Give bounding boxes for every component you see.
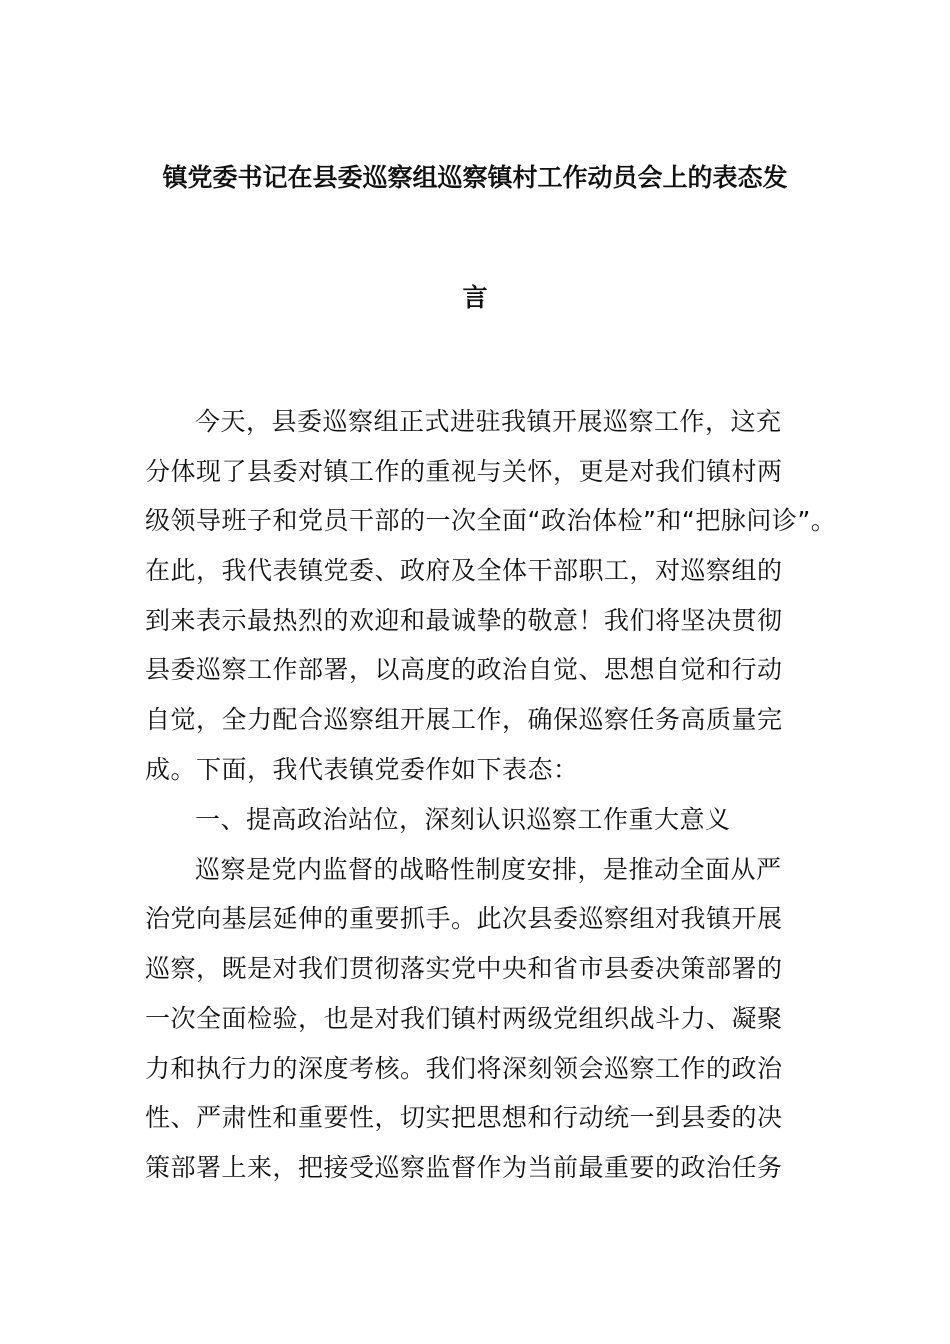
body-line: 一次全面检验，也是对我们镇村两级党组织战斗力、凝聚 xyxy=(145,1004,783,1033)
body-line: 县委巡察工作部署，以高度的政治自觉、思想自觉和行动 xyxy=(145,655,783,684)
document-title-line-2: 言 xyxy=(462,283,488,312)
body-line: 巡察，既是对我们贯彻落实党中央和省市县委决策部署的 xyxy=(145,954,783,983)
body-line: 在此，我代表镇党委、政府及全体干部职工，对巡察组的 xyxy=(145,556,783,585)
body-line: 巡察是党内监督的战略性制度安排，是推动全面从严 xyxy=(195,855,782,884)
body-line: 分体现了县委对镇工作的重视与关怀，更是对我们镇村两 xyxy=(145,457,783,486)
body-line: 性、严肃性和重要性，切实把思想和行动统一到县委的决 xyxy=(145,1103,783,1132)
body-line: 级领导班子和党员干部的一次全面“政治体检”和“把脉问诊”。 xyxy=(145,506,837,535)
body-line: 自觉，全力配合巡察组开展工作，确保巡察任务高质量完 xyxy=(145,705,783,734)
body-line: 力和执行力的深度考核。我们将深刻领会巡察工作的政治 xyxy=(145,1054,783,1083)
body-line: 成。下面，我代表镇党委作如下表态： xyxy=(145,755,579,784)
body-line: 治党向基层延伸的重要抓手。此次县委巡察组对我镇开展 xyxy=(145,904,783,933)
body-line: 到来表示最热烈的欢迎和最诚挚的敬意！我们将坚决贯彻 xyxy=(145,606,783,635)
body-line: 今天，县委巡察组正式进驻我镇开展巡察工作，这充 xyxy=(195,407,782,436)
body-line: 策部署上来，把接受巡察监督作为当前最重要的政治任务 xyxy=(145,1153,783,1182)
section-heading: 一、提高政治站位，深刻认识巡察工作重大意义 xyxy=(195,805,731,834)
document-title-line-1: 镇党委书记在县委巡察组巡察镇村工作动员会上的表态发 xyxy=(162,163,788,192)
